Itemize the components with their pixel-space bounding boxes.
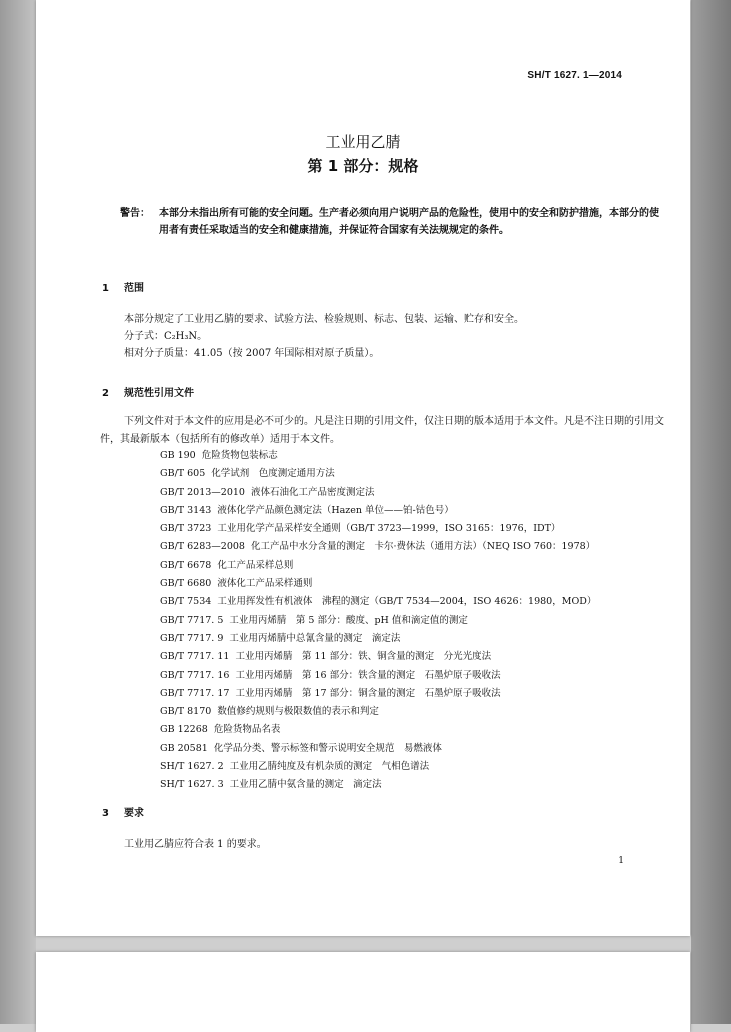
reference-code: GB/T 7534 [160, 596, 212, 608]
reference-item [160, 593, 596, 611]
reference-item [160, 758, 596, 776]
document-page [36, 0, 690, 936]
scope-line: 本部分规定了工业用乙腈的要求、试验方法、检验规则、标志、包装、运输、贮存和安全。 [124, 314, 524, 325]
reference-code: GB/T 7717. 5 [160, 614, 224, 626]
reference-title: 化工产品采样总则 [217, 559, 294, 571]
section-number: 3 [102, 808, 109, 819]
reference-title: 化工产品中水分含量的测定 卡尔·费休法（通用方法）（NEQ ISO 760：1978） [250, 541, 596, 553]
reference-code: GB/T 7717. 17 [160, 687, 230, 699]
reference-item [160, 465, 596, 483]
requirements-text: 工业用乙腈应符合表 1 的要求。 [124, 839, 267, 850]
reference-item [160, 630, 596, 648]
reference-item [160, 721, 596, 739]
reference-title: 工业用化学产品采样安全通则（GB/T 3723—1999，ISO 3165：1976，IDT） [217, 523, 561, 535]
reference-title: 工业用丙烯腈中总氰含量的测定 滴定法 [229, 632, 401, 644]
reference-item [160, 538, 596, 556]
reference-title: 工业用挥发性有机液体 沸程的测定（GB/T 7534—2004，ISO 4626：1980，MOD） [217, 596, 597, 608]
reference-item [160, 502, 596, 520]
reference-code: GB/T 3143 [160, 504, 212, 516]
references-intro: 下列文件对于本文件的应用是必不可少的。凡是注日期的引用文件，仅注日期的版本适用于本文件。凡是不注日期的引用文件，其最新版本（包括所有的修改单）适用于本文件。 [100, 416, 664, 445]
reference-code: GB 12268 [160, 724, 208, 736]
section-title: 要求 [124, 808, 144, 819]
section-heading-scope [102, 279, 144, 294]
reference-item [160, 740, 596, 758]
reference-code: GB/T 6680 [160, 578, 212, 590]
section-title: 范围 [124, 283, 144, 294]
scope-text [124, 311, 672, 362]
reference-title: 化学试剂 色度测定通用方法 [211, 468, 335, 480]
reference-item [160, 685, 596, 703]
reference-item [160, 520, 596, 538]
section-number: 1 [102, 283, 109, 294]
reference-title: 工业用乙腈纯度及有机杂质的测定 气相色谱法 [229, 761, 430, 773]
page-number: 1 [618, 856, 624, 866]
viewer-scrollbar-area[interactable] [691, 0, 731, 1024]
section-heading-references [102, 384, 194, 399]
reference-code: GB/T 7717. 9 [160, 632, 224, 644]
reference-item [160, 776, 596, 794]
reference-title: 化学品分类、警示标签和警示说明安全规范 易燃液体 [213, 742, 442, 754]
reference-title: 危险货物品名表 [213, 724, 281, 736]
section-number: 2 [102, 388, 109, 399]
reference-code: SH/T 1627. 2 [160, 761, 224, 773]
reference-list [160, 447, 596, 795]
reference-code: GB/T 7717. 11 [160, 651, 230, 663]
reference-item [160, 484, 596, 502]
reference-title: 工业用丙烯腈 第 17 部分：铜含量的测定 石墨炉原子吸收法 [235, 687, 501, 699]
viewer-left-margin [0, 0, 36, 1024]
reference-item [160, 667, 596, 685]
reference-title: 工业用丙烯腈 第 5 部分：酸度、pH 值和滴定值的测定 [229, 614, 468, 626]
reference-code: GB 190 [160, 450, 196, 461]
reference-item [160, 703, 596, 721]
reference-title: 工业用丙烯腈 第 11 部分：铁、铜含量的测定 分光光度法 [235, 651, 492, 663]
section-heading-requirements [102, 804, 144, 819]
reference-title: 数值修约规则与极限数值的表示和判定 [217, 706, 379, 718]
reference-title: 工业用乙腈中氨含量的测定 滴定法 [229, 779, 382, 791]
document-title: 工业用乙腈 [325, 133, 401, 151]
reference-item [160, 557, 596, 575]
reference-code: GB/T 6678 [160, 559, 212, 571]
reference-code: GB/T 2013—2010 [160, 486, 245, 498]
reference-code: GB 20581 [160, 742, 208, 754]
standard-code: SH/T 1627. 1—2014 [527, 70, 622, 81]
reference-item [160, 612, 596, 630]
reference-code: GB/T 6283—2008 [160, 541, 245, 553]
warning-block [120, 205, 665, 239]
reference-code: GB/T 3723 [160, 523, 212, 535]
reference-title: 液体化学产品颜色测定法（Hazen 单位——铂-钴色号） [217, 504, 454, 516]
reference-code: GB/T 7717. 16 [160, 669, 230, 681]
reference-item [160, 447, 596, 465]
warning-text: 本部分未指出所有可能的安全问题。生产者必须向用户说明产品的危险性，使用中的安全和防护措施，本部分的使用者有责任采取适当的安全和健康措施，并保证符合国家有关法规规定的条件。 [159, 208, 659, 236]
reference-code: SH/T 1627. 3 [160, 779, 224, 791]
reference-code: GB/T 605 [160, 468, 206, 480]
reference-code: GB/T 8170 [160, 706, 212, 718]
formula-line: 分子式：C₂H₃N。 [124, 331, 208, 342]
reference-item [160, 648, 596, 666]
reference-title: 危险货物包装标志 [201, 450, 278, 461]
warning-label: 警告： [120, 208, 150, 219]
reference-title: 液体石油化工产品密度测定法 [250, 486, 375, 498]
reference-item [160, 575, 596, 593]
reference-title: 工业用丙烯腈 第 16 部分：铁含量的测定 石墨炉原子吸收法 [235, 669, 501, 681]
document-subtitle: 第 1 部分：规格 [307, 157, 419, 175]
molar-mass-line: 相对分子质量：41.05（按 2007 年国际相对原子质量）。 [124, 348, 380, 359]
section-title: 规范性引用文件 [124, 388, 194, 399]
reference-title: 液体化工产品采样通则 [217, 578, 313, 590]
next-document-page [36, 952, 690, 1032]
